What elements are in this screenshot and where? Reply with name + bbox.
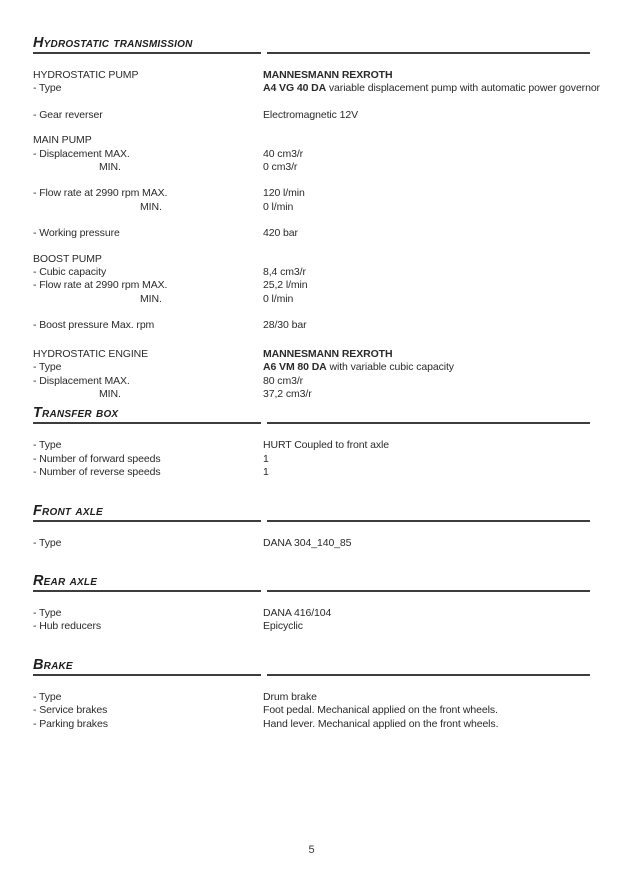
- spec-value-text: Electromagnetic 12V: [263, 108, 358, 121]
- spec-label: - Hub reducers: [33, 620, 102, 633]
- section-hydrostatic-transmission: [33, 35, 600, 401]
- section-header-rule: [267, 574, 590, 592]
- spec-label: - Service brakes: [33, 704, 108, 717]
- spec-value-text: 120 l/min: [263, 187, 305, 200]
- spec-value: [263, 620, 590, 633]
- spec-value: [263, 375, 590, 388]
- spec-row: [33, 293, 590, 306]
- spec-value: [263, 279, 590, 292]
- spec-label: - Parking brakes: [33, 717, 108, 730]
- spec-label: - Boost pressure Max. rpm: [33, 319, 155, 332]
- spec-value-text: 40 cm3/r: [263, 147, 304, 160]
- spec-value-text: DANA 304_140_85: [263, 536, 352, 549]
- spec-row: [33, 348, 590, 361]
- spec-label: MIN.: [99, 161, 121, 174]
- section-header-rule: [267, 658, 590, 676]
- section-title-cell: [33, 504, 261, 522]
- spec-value-text: 80 cm3/r: [263, 374, 304, 387]
- section-rear-axle: [33, 574, 590, 634]
- spec-value: [263, 227, 590, 240]
- section-brake: [33, 658, 590, 731]
- spec-label: - Type: [33, 536, 62, 549]
- spec-value: [263, 69, 590, 82]
- spec-value-text: with variable cubic capacity: [326, 361, 454, 374]
- spec-row: [33, 253, 590, 266]
- spec-value-text: 25,2 l/min: [263, 279, 308, 292]
- spec-value-bold: A4 VG 40 DA: [263, 82, 327, 95]
- spec-row: [33, 691, 590, 704]
- spec-label: BOOST PUMP: [33, 252, 102, 265]
- spec-value: [263, 134, 590, 147]
- spec-row: [33, 537, 590, 550]
- page-number: 5: [308, 844, 315, 856]
- spec-label: - Number of forward speeds: [33, 452, 161, 465]
- spec-row: [33, 69, 590, 82]
- spec-row: [33, 361, 590, 374]
- spec-value: [263, 293, 590, 306]
- spec-value: [263, 82, 600, 95]
- spec-value: [263, 361, 590, 374]
- spec-value-text: HURT Coupled to front axle: [263, 439, 389, 452]
- spec-label: - Type: [33, 82, 62, 95]
- spec-label: - Working pressure: [33, 227, 120, 240]
- spec-value: [263, 537, 590, 550]
- spec-value: [263, 453, 590, 466]
- spec-label: - Cubic capacity: [33, 266, 107, 279]
- spec-value-text: Hand lever. Mechanical applied on the front wheels.: [263, 717, 499, 730]
- spec-value: [263, 161, 590, 174]
- section-front-axle: [33, 504, 590, 550]
- spec-label: - Number of reverse speeds: [33, 466, 161, 479]
- spec-row: [33, 266, 590, 279]
- section-header-rule: [267, 406, 590, 424]
- spec-row: [33, 439, 590, 452]
- section-body: [33, 607, 590, 634]
- section-title: Rear axle: [33, 572, 98, 589]
- spec-value-text: 1: [263, 466, 269, 479]
- spec-row: [33, 388, 590, 401]
- spec-row: [33, 201, 590, 214]
- section-title-cell: [33, 36, 261, 54]
- spec-row: [33, 620, 590, 633]
- spec-label: - Type: [33, 361, 62, 374]
- spec-label: - Flow rate at 2990 rpm MAX.: [33, 279, 168, 292]
- spec-row: [33, 148, 590, 161]
- spec-label: - Displacement MAX.: [33, 147, 130, 160]
- spec-row: [33, 704, 590, 717]
- spec-row: [33, 453, 590, 466]
- section-header: [33, 574, 590, 592]
- spec-value-text: 8,4 cm3/r: [263, 266, 306, 279]
- spec-label: HYDROSTATIC ENGINE: [33, 347, 149, 360]
- spec-label: - Type: [33, 439, 62, 452]
- spec-row: [33, 187, 590, 200]
- spec-value: [263, 388, 590, 401]
- spec-value: [263, 319, 590, 332]
- section-header: [33, 504, 590, 522]
- spec-label: - Displacement MAX.: [33, 374, 130, 387]
- spec-value: [263, 466, 590, 479]
- spec-label: MIN.: [140, 292, 162, 305]
- spec-row: [33, 607, 590, 620]
- spec-value-text: DANA 416/104: [263, 606, 332, 619]
- spec-value-text: Foot pedal. Mechanical applied on the front wheels.: [263, 704, 498, 717]
- spec-value: [263, 607, 590, 620]
- section-transfer-box: [33, 406, 590, 479]
- spec-value: [263, 704, 590, 717]
- section-body: [33, 69, 600, 401]
- spec-value: [263, 691, 590, 704]
- spec-label: MIN.: [140, 200, 162, 213]
- spec-row: [33, 375, 590, 388]
- spec-value-text: 0 cm3/r: [263, 161, 298, 174]
- spec-value-text: 37,2 cm3/r: [263, 387, 312, 400]
- section-title: Transfer box: [33, 405, 119, 422]
- spec-value-text: 28/30 bar: [263, 319, 307, 332]
- spec-row: [33, 319, 590, 332]
- section-header: [33, 36, 590, 54]
- spec-value-bold: A6 VM 80 DA: [263, 361, 327, 374]
- spec-row: [33, 109, 590, 122]
- section-title: Hydrostatic transmission: [33, 35, 193, 51]
- spec-row: [33, 718, 590, 731]
- section-header-rule: [267, 504, 590, 522]
- spec-value-text: 0 l/min: [263, 292, 294, 305]
- section-body: [33, 691, 590, 731]
- spec-row: [33, 466, 590, 479]
- spec-value: [263, 201, 590, 214]
- spec-value-text: variable displacement pump with automatic power governor: [326, 82, 600, 95]
- spec-label: MIN.: [99, 387, 121, 400]
- section-title-cell: [33, 406, 261, 424]
- spec-value: [263, 148, 590, 161]
- spec-value: [263, 253, 590, 266]
- spec-value: [263, 718, 590, 731]
- spec-row: [33, 279, 590, 292]
- spec-value-text: 420 bar: [263, 227, 298, 240]
- section-title: Brake: [33, 656, 73, 673]
- spec-label: HYDROSTATIC PUMP: [33, 69, 139, 81]
- spec-row: [33, 134, 590, 147]
- section-title-cell: [33, 574, 261, 592]
- spec-label: - Flow rate at 2990 rpm MAX.: [33, 187, 168, 200]
- spec-value-text: 1: [263, 452, 269, 465]
- spec-value-text: 0 l/min: [263, 200, 294, 213]
- spec-label: - Gear reverser: [33, 108, 103, 121]
- spec-row: [33, 161, 590, 174]
- section-header-rule: [267, 36, 590, 54]
- spec-label: - Type: [33, 690, 62, 703]
- section-body: [33, 439, 590, 479]
- section-title-cell: [33, 658, 261, 676]
- spec-value: [263, 439, 590, 452]
- spec-value-text: Drum brake: [263, 690, 317, 703]
- spec-value: [263, 348, 590, 361]
- spec-value: [263, 266, 590, 279]
- spec-row: [33, 82, 600, 95]
- spec-label: MAIN PUMP: [33, 134, 92, 147]
- spec-value: [263, 187, 590, 200]
- section-body: [33, 537, 590, 550]
- spec-row: [33, 227, 590, 240]
- spec-value-bold: MANNESMANN REXROTH: [263, 347, 393, 360]
- section-header: [33, 658, 590, 676]
- spec-value-text: Epicyclic: [263, 620, 303, 633]
- spec-value-bold: MANNESMANN REXROTH: [263, 69, 393, 81]
- section-header: [33, 406, 590, 424]
- section-title: Front axle: [33, 502, 103, 519]
- spec-label: - Type: [33, 606, 62, 619]
- spec-value: [263, 109, 590, 122]
